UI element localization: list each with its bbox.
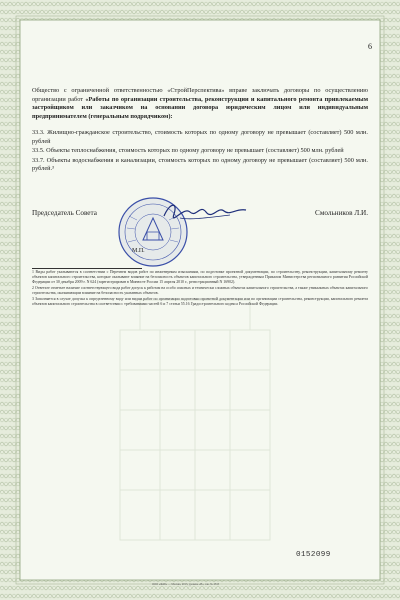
- signature-block: [32, 196, 368, 276]
- print-info: ООО «ФАБ» — Москва, 2013, уровень «В», зак. № 4813: [152, 583, 220, 586]
- chair-label: Председатель Совета: [32, 209, 97, 217]
- permission-statement: [32, 87, 368, 121]
- building-watermark: [80, 290, 310, 550]
- work-type-item: 33.3. Жилищно-гражданское строительство, стоимость которых по одному договору не превышает (составляет) 500 млн. рублей: [32, 129, 368, 145]
- permission-statement-text: Общество с ограниченной ответственностью «СтройПерспектива» вправе заключать договоры по осуществлению организации работ: [32, 87, 368, 103]
- footnote: 3 Заполняется в случае допуска к определенному виду или видам работ по организации подготовки проектной документации или по организации строительства, реконструкции, капитального ремонта объектов капитального строительства в соответствии с требованиями частей 6 и 7 статьи 55.16 Градостроительного кодекса Российской Федерации.: [32, 296, 368, 306]
- signature-icon: [160, 198, 250, 224]
- page-number: 6: [368, 42, 372, 51]
- serial-number: 0152099: [296, 551, 331, 559]
- footnotes-divider: [32, 268, 142, 269]
- footnote: 1 Виды работ указываются в соответствии с Перечнем видов работ по инженерным изысканиям, по подготовке проектной документации, по строительству, реконструкции, капитальному ремонту объектов капитального строительства, которые оказывают влияние на безопасность объектов капитального строительства, утвержденным Приказом Министерства регионального развития Российской Федерации от 30 декабря 2009 г. N 624 (зарегистрирован в Минюсте России 15 апреля 2010 г., регистрационный N 16902).: [32, 270, 368, 285]
- footnote: 2 Ответьте отметьте наличие соответствующего вида работ допуск к работам на особо опасных и технически сложных объектах капитального строительства, а также уникальных объектах капитального строительства, оказывающим влияние на безопасность указанных объектов.: [32, 285, 368, 295]
- stamp-place-mark: М.П.: [132, 248, 145, 254]
- work-type-item: 33.5. Объекты теплоснабжения, стоимость которых по одному договору не превышает (составляет) 500 млн. рублей: [32, 147, 344, 155]
- work-types-list: [32, 129, 368, 175]
- footnotes: [32, 270, 368, 307]
- work-type-item: 33.7. Объекты водоснабжения и канализации, стоимость которых по одному договору не превышает (составляет) 500 млн. рублей.³: [32, 156, 368, 173]
- permission-statement-scope: «Работы по организации строительства, реконструкции и капитального ремонта привлекаемым застройщиком или заказчиком на основании договора юридическим лицом или индивидуальным предпринимателем (генеральным подрядчиком):: [32, 95, 368, 120]
- signer-name: Смольников Л.И.: [315, 209, 368, 217]
